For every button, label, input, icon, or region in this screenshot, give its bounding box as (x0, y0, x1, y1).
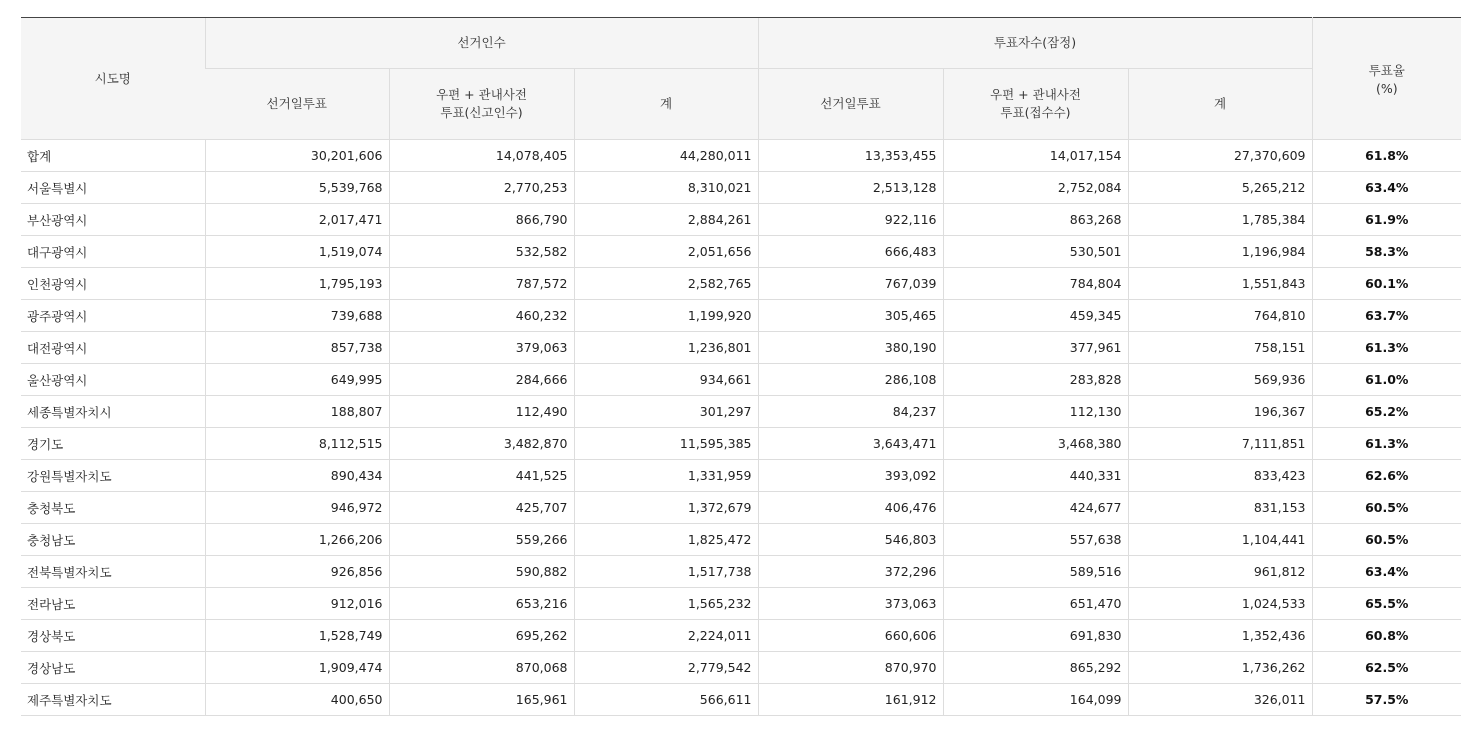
turnout-election-day-cell: 3,643,471 (758, 428, 943, 460)
voters-election-day-cell: 857,738 (205, 332, 389, 364)
voters-early-cell: 590,882 (389, 556, 574, 588)
turnout-total-cell: 1,104,441 (1128, 524, 1312, 556)
turnout-election-day-cell: 666,483 (758, 236, 943, 268)
table-row (21, 588, 1461, 620)
voters-election-day-cell: 2,017,471 (205, 204, 389, 236)
region-cell: 경기도 (21, 428, 205, 460)
turnout-total-cell: 7,111,851 (1128, 428, 1312, 460)
region-cell: 제주특별자치도 (21, 684, 205, 716)
table-row (21, 364, 1461, 396)
turnout-total-cell: 1,352,436 (1128, 620, 1312, 652)
voters-total-cell: 2,779,542 (574, 652, 758, 684)
turnout-total-cell: 1,196,984 (1128, 236, 1312, 268)
turnout-election-day-cell: 870,970 (758, 652, 943, 684)
header-voters-election-day: 선거일투표 (205, 69, 389, 140)
turnout-election-day-cell: 286,108 (758, 364, 943, 396)
voters-total-cell: 2,582,765 (574, 268, 758, 300)
voters-election-day-cell: 1,909,474 (205, 652, 389, 684)
table-row (21, 396, 1461, 428)
region-cell: 합계 (21, 140, 205, 172)
turnout-rate-cell: 65.2% (1312, 396, 1461, 428)
turnout-total-cell: 764,810 (1128, 300, 1312, 332)
turnout-rate-cell: 63.7% (1312, 300, 1461, 332)
turnout-total-cell: 569,936 (1128, 364, 1312, 396)
voters-early-cell: 559,266 (389, 524, 574, 556)
turnout-election-day-cell: 305,465 (758, 300, 943, 332)
region-cell: 울산광역시 (21, 364, 205, 396)
region-cell: 충청남도 (21, 524, 205, 556)
turnout-early-cell: 557,638 (943, 524, 1128, 556)
turnout-total-cell: 758,151 (1128, 332, 1312, 364)
turnout-early-cell: 112,130 (943, 396, 1128, 428)
header-voters-early-line1: 우편 + 관내사전 (436, 87, 527, 102)
voters-election-day-cell: 188,807 (205, 396, 389, 428)
turnout-early-cell: 2,752,084 (943, 172, 1128, 204)
table-row (21, 204, 1461, 236)
turnout-early-cell: 589,516 (943, 556, 1128, 588)
turnout-early-cell: 377,961 (943, 332, 1128, 364)
header-voters-total: 계 (574, 69, 758, 140)
turnout-rate-cell: 58.3% (1312, 236, 1461, 268)
voters-total-cell: 1,236,801 (574, 332, 758, 364)
turnout-rate-cell: 62.5% (1312, 652, 1461, 684)
turnout-total-cell: 961,812 (1128, 556, 1312, 588)
region-cell: 세종특별자치시 (21, 396, 205, 428)
region-cell: 부산광역시 (21, 204, 205, 236)
table-row (21, 140, 1461, 172)
voters-early-cell: 2,770,253 (389, 172, 574, 204)
voters-total-cell: 2,224,011 (574, 620, 758, 652)
turnout-rate-cell: 61.8% (1312, 140, 1461, 172)
voters-total-cell: 2,051,656 (574, 236, 758, 268)
turnout-total-cell: 833,423 (1128, 460, 1312, 492)
header-region: 시도명 (21, 18, 205, 140)
header-rate-unit: (%) (1375, 81, 1398, 96)
turnout-election-day-cell: 922,116 (758, 204, 943, 236)
voters-early-cell: 441,525 (389, 460, 574, 492)
turnout-early-cell: 784,804 (943, 268, 1128, 300)
voters-election-day-cell: 30,201,606 (205, 140, 389, 172)
turnout-election-day-cell: 372,296 (758, 556, 943, 588)
header-turnout-election-day: 선거일투표 (758, 69, 943, 140)
voters-early-cell: 165,961 (389, 684, 574, 716)
turnout-early-cell: 164,099 (943, 684, 1128, 716)
turnout-election-day-cell: 13,353,455 (758, 140, 943, 172)
voters-election-day-cell: 739,688 (205, 300, 389, 332)
turnout-table-container (21, 17, 1461, 716)
table-row (21, 684, 1461, 716)
turnout-early-cell: 459,345 (943, 300, 1128, 332)
voters-early-cell: 532,582 (389, 236, 574, 268)
turnout-total-cell: 1,551,843 (1128, 268, 1312, 300)
turnout-election-day-cell: 767,039 (758, 268, 943, 300)
voters-early-cell: 284,666 (389, 364, 574, 396)
region-cell: 전북특별자치도 (21, 556, 205, 588)
voters-total-cell: 1,565,232 (574, 588, 758, 620)
voters-early-cell: 14,078,405 (389, 140, 574, 172)
region-cell: 강원특별자치도 (21, 460, 205, 492)
voters-early-cell: 695,262 (389, 620, 574, 652)
voters-election-day-cell: 1,266,206 (205, 524, 389, 556)
voters-early-cell: 870,068 (389, 652, 574, 684)
turnout-table (21, 17, 1461, 716)
table-row (21, 620, 1461, 652)
header-voters-early (389, 69, 574, 140)
turnout-total-cell: 831,153 (1128, 492, 1312, 524)
turnout-early-cell: 863,268 (943, 204, 1128, 236)
turnout-election-day-cell: 380,190 (758, 332, 943, 364)
voters-election-day-cell: 946,972 (205, 492, 389, 524)
header-turnout-early-line2: 투표(접수수) (1000, 105, 1071, 120)
voters-total-cell: 44,280,011 (574, 140, 758, 172)
header-rate (1312, 18, 1461, 140)
turnout-total-cell: 1,024,533 (1128, 588, 1312, 620)
voters-election-day-cell: 5,539,768 (205, 172, 389, 204)
turnout-election-day-cell: 2,513,128 (758, 172, 943, 204)
turnout-total-cell: 1,736,262 (1128, 652, 1312, 684)
voters-total-cell: 1,372,679 (574, 492, 758, 524)
turnout-rate-cell: 63.4% (1312, 172, 1461, 204)
voters-election-day-cell: 926,856 (205, 556, 389, 588)
turnout-rate-cell: 61.9% (1312, 204, 1461, 236)
voters-election-day-cell: 400,650 (205, 684, 389, 716)
voters-total-cell: 934,661 (574, 364, 758, 396)
voters-election-day-cell: 912,016 (205, 588, 389, 620)
voters-election-day-cell: 890,434 (205, 460, 389, 492)
turnout-rate-cell: 60.1% (1312, 268, 1461, 300)
voters-total-cell: 11,595,385 (574, 428, 758, 460)
header-rate-label: 투표율 (1368, 63, 1405, 78)
table-row (21, 556, 1461, 588)
voters-early-cell: 653,216 (389, 588, 574, 620)
turnout-early-cell: 691,830 (943, 620, 1128, 652)
voters-early-cell: 425,707 (389, 492, 574, 524)
turnout-rate-cell: 61.0% (1312, 364, 1461, 396)
table-row (21, 652, 1461, 684)
turnout-total-cell: 1,785,384 (1128, 204, 1312, 236)
turnout-total-cell: 326,011 (1128, 684, 1312, 716)
turnout-early-cell: 283,828 (943, 364, 1128, 396)
table-row (21, 428, 1461, 460)
turnout-rate-cell: 61.3% (1312, 428, 1461, 460)
turnout-early-cell: 651,470 (943, 588, 1128, 620)
turnout-election-day-cell: 161,912 (758, 684, 943, 716)
voters-election-day-cell: 8,112,515 (205, 428, 389, 460)
header-turnout-group: 투표자수(잠정) (758, 18, 1312, 69)
region-cell: 광주광역시 (21, 300, 205, 332)
region-cell: 경상북도 (21, 620, 205, 652)
table-body (21, 140, 1461, 716)
table-row (21, 460, 1461, 492)
turnout-election-day-cell: 660,606 (758, 620, 943, 652)
header-turnout-early (943, 69, 1128, 140)
region-cell: 경상남도 (21, 652, 205, 684)
turnout-early-cell: 440,331 (943, 460, 1128, 492)
region-cell: 대전광역시 (21, 332, 205, 364)
turnout-rate-cell: 65.5% (1312, 588, 1461, 620)
turnout-early-cell: 424,677 (943, 492, 1128, 524)
turnout-election-day-cell: 393,092 (758, 460, 943, 492)
table-row (21, 524, 1461, 556)
voters-early-cell: 787,572 (389, 268, 574, 300)
voters-election-day-cell: 1,528,749 (205, 620, 389, 652)
turnout-rate-cell: 61.3% (1312, 332, 1461, 364)
turnout-election-day-cell: 406,476 (758, 492, 943, 524)
table-row (21, 172, 1461, 204)
turnout-rate-cell: 63.4% (1312, 556, 1461, 588)
table-row (21, 332, 1461, 364)
turnout-rate-cell: 60.5% (1312, 524, 1461, 556)
turnout-election-day-cell: 84,237 (758, 396, 943, 428)
turnout-total-cell: 5,265,212 (1128, 172, 1312, 204)
voters-early-cell: 866,790 (389, 204, 574, 236)
header-turnout-early-line1: 우편 + 관내사전 (990, 87, 1081, 102)
table-row (21, 268, 1461, 300)
voters-early-cell: 460,232 (389, 300, 574, 332)
voters-total-cell: 8,310,021 (574, 172, 758, 204)
turnout-rate-cell: 60.5% (1312, 492, 1461, 524)
voters-total-cell: 566,611 (574, 684, 758, 716)
turnout-election-day-cell: 373,063 (758, 588, 943, 620)
region-cell: 서울특별시 (21, 172, 205, 204)
voters-total-cell: 301,297 (574, 396, 758, 428)
header-voters-early-line2: 투표(신고인수) (440, 105, 523, 120)
turnout-rate-cell: 57.5% (1312, 684, 1461, 716)
voters-early-cell: 3,482,870 (389, 428, 574, 460)
table-row (21, 236, 1461, 268)
turnout-election-day-cell: 546,803 (758, 524, 943, 556)
voters-total-cell: 1,517,738 (574, 556, 758, 588)
turnout-early-cell: 530,501 (943, 236, 1128, 268)
turnout-early-cell: 865,292 (943, 652, 1128, 684)
table-row (21, 300, 1461, 332)
turnout-early-cell: 3,468,380 (943, 428, 1128, 460)
table-header (21, 18, 1461, 140)
voters-total-cell: 1,331,959 (574, 460, 758, 492)
header-voters-group: 선거인수 (205, 18, 758, 69)
voters-election-day-cell: 1,519,074 (205, 236, 389, 268)
voters-total-cell: 1,825,472 (574, 524, 758, 556)
region-cell: 대구광역시 (21, 236, 205, 268)
voters-election-day-cell: 649,995 (205, 364, 389, 396)
voters-early-cell: 112,490 (389, 396, 574, 428)
turnout-total-cell: 27,370,609 (1128, 140, 1312, 172)
region-cell: 인천광역시 (21, 268, 205, 300)
voters-election-day-cell: 1,795,193 (205, 268, 389, 300)
turnout-rate-cell: 60.8% (1312, 620, 1461, 652)
voters-early-cell: 379,063 (389, 332, 574, 364)
table-row (21, 492, 1461, 524)
turnout-early-cell: 14,017,154 (943, 140, 1128, 172)
turnout-total-cell: 196,367 (1128, 396, 1312, 428)
region-cell: 충청북도 (21, 492, 205, 524)
voters-total-cell: 1,199,920 (574, 300, 758, 332)
turnout-rate-cell: 62.6% (1312, 460, 1461, 492)
region-cell: 전라남도 (21, 588, 205, 620)
voters-total-cell: 2,884,261 (574, 204, 758, 236)
header-turnout-total: 계 (1128, 69, 1312, 140)
